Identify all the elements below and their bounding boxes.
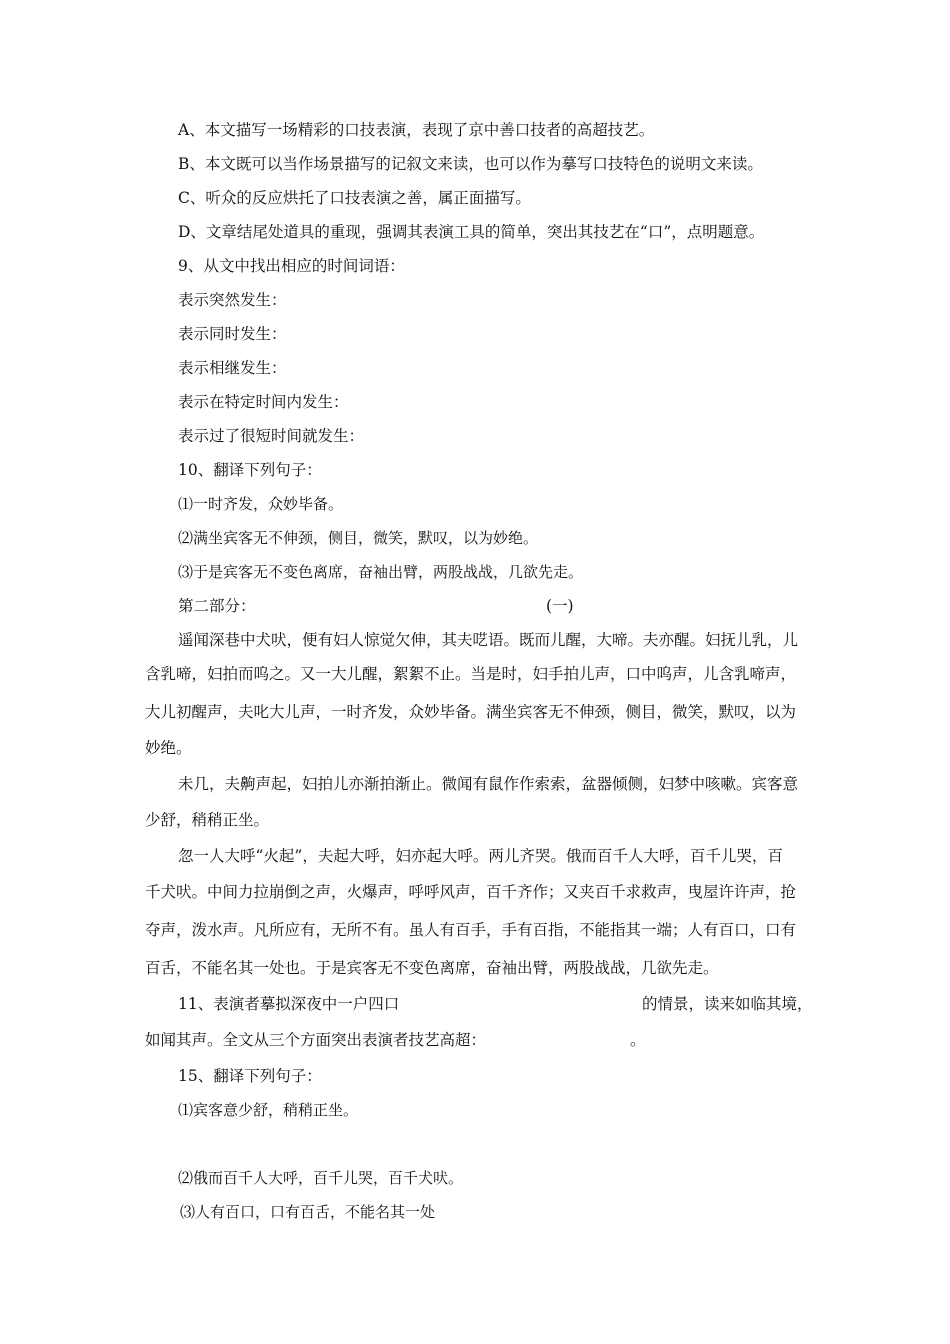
q15-title: 15、翻译下列句子： (178, 1067, 322, 1085)
q10-title: 10、翻译下列句子： (178, 461, 322, 479)
q10-item-1: ⑴一时齐发，众妙毕备。 (178, 495, 344, 513)
option-b: B、本文既可以当作场景描写的记叙文来读，也可以作为摹写口技特色的说明文来读。 (178, 155, 763, 173)
passage-p1-line-4: 妙绝。 (145, 739, 192, 757)
q9-item-simultaneous: 表示同时发生： (178, 325, 287, 343)
q15-item-2: ⑵俄而百千人大呼，百千儿哭，百千犬吠。 (178, 1169, 464, 1187)
q9-item-successive: 表示相继发生： (178, 359, 287, 377)
q9-title: 9、从文中找出相应的时间词语： (178, 257, 405, 275)
passage-p2-line-2: 少舒，稍稍正坐。 (145, 811, 270, 829)
passage-p1-line-1: 遥闻深巷中犬吠，便有妇人惊觉欠伸，其夫呓语。既而儿醒，大啼。夫亦醒。妇抚儿乳，儿 (178, 631, 799, 649)
option-d: D、文章结尾处道具的重现，强调其表演工具的简单，突出其技艺在“口”，点明题意。 (178, 223, 765, 241)
q10-item-3: ⑶于是宾客无不变色离席，奋袖出臂，两股战战，几欲先走。 (178, 563, 584, 581)
q9-item-short-time: 表示过了很短时间就发生： (178, 427, 365, 445)
q11-part1: 11、表演者摹拟深夜中一户四口 (178, 995, 400, 1013)
option-a: A、本文描写一场精彩的口技表演，表现了京中善口技者的高超技艺。 (178, 121, 655, 139)
q15-item-1: ⑴宾客意少舒，稍稍正坐。 (178, 1101, 359, 1119)
q11-part4: 。 (630, 1031, 646, 1049)
q11-part3: 如闻其声。全文从三个方面突出表演者技艺高超： (145, 1031, 487, 1049)
q11-part2: 的情景，读来如临其境， (642, 995, 813, 1013)
passage-p3-line-3: 夺声，泼水声。凡所应有，无所不有。虽人有百手，手有百指，不能指其一端；人有百口，口有 (145, 921, 797, 939)
part2-label: 第二部分： (178, 597, 256, 615)
option-c: C、听众的反应烘托了口技表演之善，属正面描写。 (178, 189, 531, 207)
q9-item-sudden: 表示突然发生： (178, 291, 287, 309)
passage-p1-line-3: 大儿初醒声，夫叱大儿声，一时齐发，众妙毕备。满坐宾客无不伸颈，侧目，微笑，默叹，以为 (145, 703, 797, 721)
q15-item-3: ⑶人有百口，口有百舌，不能名其一处 (180, 1203, 436, 1221)
passage-p3-line-1: 忽一人大呼“火起”，夫起大呼，妇亦起大呼。两儿齐哭。俄而百千人大呼，百千儿哭，百 (178, 847, 783, 865)
passage-p1-line-2: 含乳啼，妇拍而呜之。又一大儿醒，絮絮不止。当是时，妇手拍儿声，口中呜声，儿含乳啼声， (145, 665, 797, 683)
part2-section: (一) (546, 597, 574, 615)
q9-item-specific-time: 表示在特定时间内发生： (178, 393, 349, 411)
passage-p3-line-4: 百舌，不能名其一处也。于是宾客无不变色离席，奋袖出臂，两股战战，几欲先走。 (145, 959, 719, 977)
q10-item-2: ⑵满坐宾客无不伸颈，侧目，微笑，默叹，以为妙绝。 (178, 529, 539, 547)
passage-p3-line-2: 千犬吠。中间力拉崩倒之声，火爆声，呼呼风声，百千齐作；又夹百千求救声，曳屋许许声，抢 (145, 883, 797, 901)
passage-p2-line-1: 未几，夫齁声起，妇拍儿亦渐拍渐止。微闻有鼠作作索索，盆器倾侧，妇梦中咳嗽。宾客意 (178, 775, 799, 793)
